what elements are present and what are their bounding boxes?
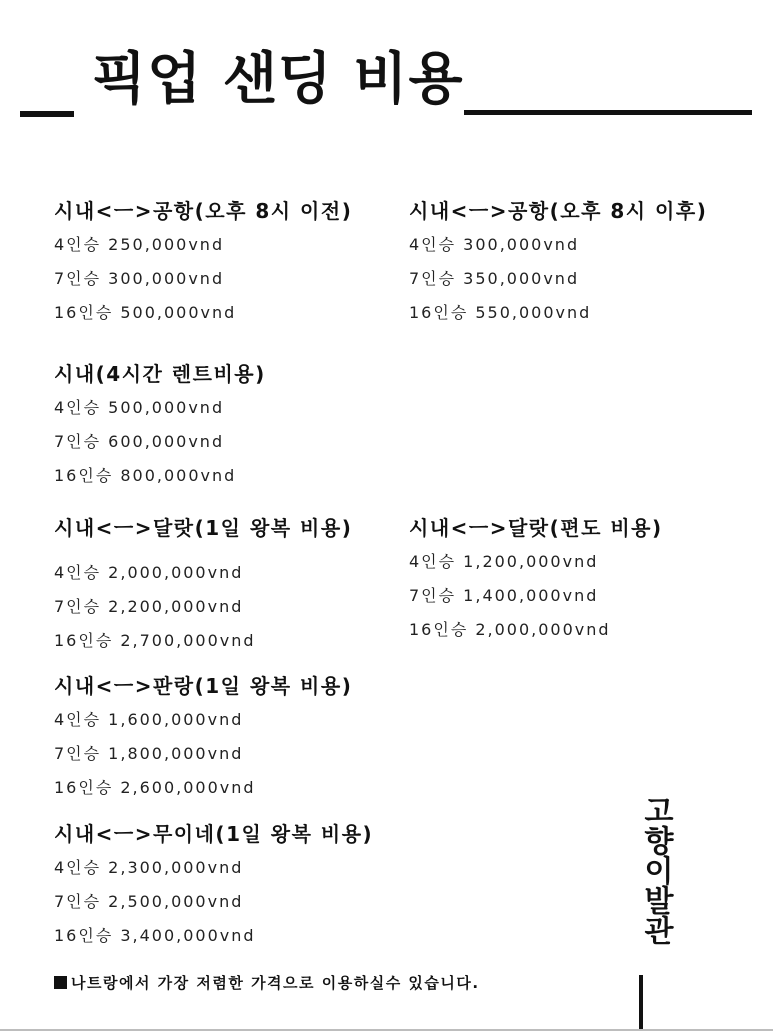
- price-list: [54, 556, 352, 658]
- section-city-dalat-oneway: [409, 516, 663, 647]
- section-city-dalat-roundtrip: [54, 516, 352, 658]
- price-line-4-seat: 4인승 250,000vnd: [54, 235, 225, 254]
- price-line-4-seat: 4인승 500,000vnd: [54, 398, 225, 417]
- price-line-16-seat: 16인승 800,000vnd: [54, 466, 237, 485]
- section-heading: 시내<ㅡ>공항(오후 8시 이후): [409, 199, 708, 223]
- brand-vertical-text: 고향이발관: [638, 795, 673, 945]
- price-line-7-seat: 7인승 300,000vnd: [54, 269, 225, 288]
- price-line-16-seat: 16인승 2,000,000vnd: [409, 620, 611, 639]
- price-line-7-seat: 7인승 2,200,000vnd: [54, 597, 244, 616]
- square-bullet-icon: [54, 976, 67, 989]
- section-city-4h-rental: [54, 362, 266, 493]
- price-line-16-seat: 16인승 500,000vnd: [54, 303, 237, 322]
- section-heading: 시내(4시간 렌트비용): [54, 362, 266, 386]
- price-line-7-seat: 7인승 1,800,000vnd: [54, 744, 244, 763]
- page-header: [0, 40, 773, 130]
- price-line-16-seat: 16인승 2,700,000vnd: [54, 631, 256, 650]
- footer-note: [54, 972, 480, 993]
- price-list: [409, 545, 663, 647]
- price-list: [54, 391, 266, 493]
- price-list: [409, 228, 707, 330]
- price-line-4-seat: 4인승 2,000,000vnd: [54, 563, 244, 582]
- price-list: [54, 703, 352, 805]
- section-heading: 시내<ㅡ>무이네(1일 왕복 비용): [54, 822, 374, 846]
- section-city-airport-after-8pm: [409, 199, 707, 330]
- section-city-muine-roundtrip: [54, 822, 373, 953]
- price-line-7-seat: 7인승 1,400,000vnd: [409, 586, 599, 605]
- price-line-16-seat: 16인승 3,400,000vnd: [54, 926, 256, 945]
- price-list: [54, 228, 352, 330]
- price-line-4-seat: 4인승 1,600,000vnd: [54, 710, 244, 729]
- section-heading: 시내<ㅡ>공항(오후 8시 이전): [54, 199, 353, 223]
- price-line-4-seat: 4인승 300,000vnd: [409, 235, 580, 254]
- price-line-7-seat: 7인승 600,000vnd: [54, 432, 225, 451]
- title-rule-right: [464, 110, 752, 115]
- price-line-7-seat: 7인승 2,500,000vnd: [54, 892, 244, 911]
- price-line-4-seat: 4인승 2,300,000vnd: [54, 858, 244, 877]
- price-line-16-seat: 16인승 550,000vnd: [409, 303, 592, 322]
- brand-vertical-rule: [639, 975, 643, 1031]
- footer-note-text: 나트랑에서 가장 저렴한 가격으로 이용하실수 있습니다.: [71, 974, 480, 992]
- section-heading: 시내<ㅡ>판랑(1일 왕복 비용): [54, 674, 353, 698]
- section-heading: 시내<ㅡ>달랏(편도 비용): [409, 516, 663, 540]
- section-city-phanrang-roundtrip: [54, 674, 352, 805]
- price-list: [54, 851, 373, 953]
- price-line-4-seat: 4인승 1,200,000vnd: [409, 552, 599, 571]
- brand-vertical: [638, 795, 673, 970]
- section-city-airport-before-8pm: [54, 199, 352, 330]
- section-heading: 시내<ㅡ>달랏(1일 왕복 비용): [54, 516, 353, 540]
- price-line-7-seat: 7인승 350,000vnd: [409, 269, 580, 288]
- page-title: 픽업 샌딩 비용: [92, 47, 464, 112]
- price-line-16-seat: 16인승 2,600,000vnd: [54, 778, 256, 797]
- title-dash-left: [20, 111, 74, 117]
